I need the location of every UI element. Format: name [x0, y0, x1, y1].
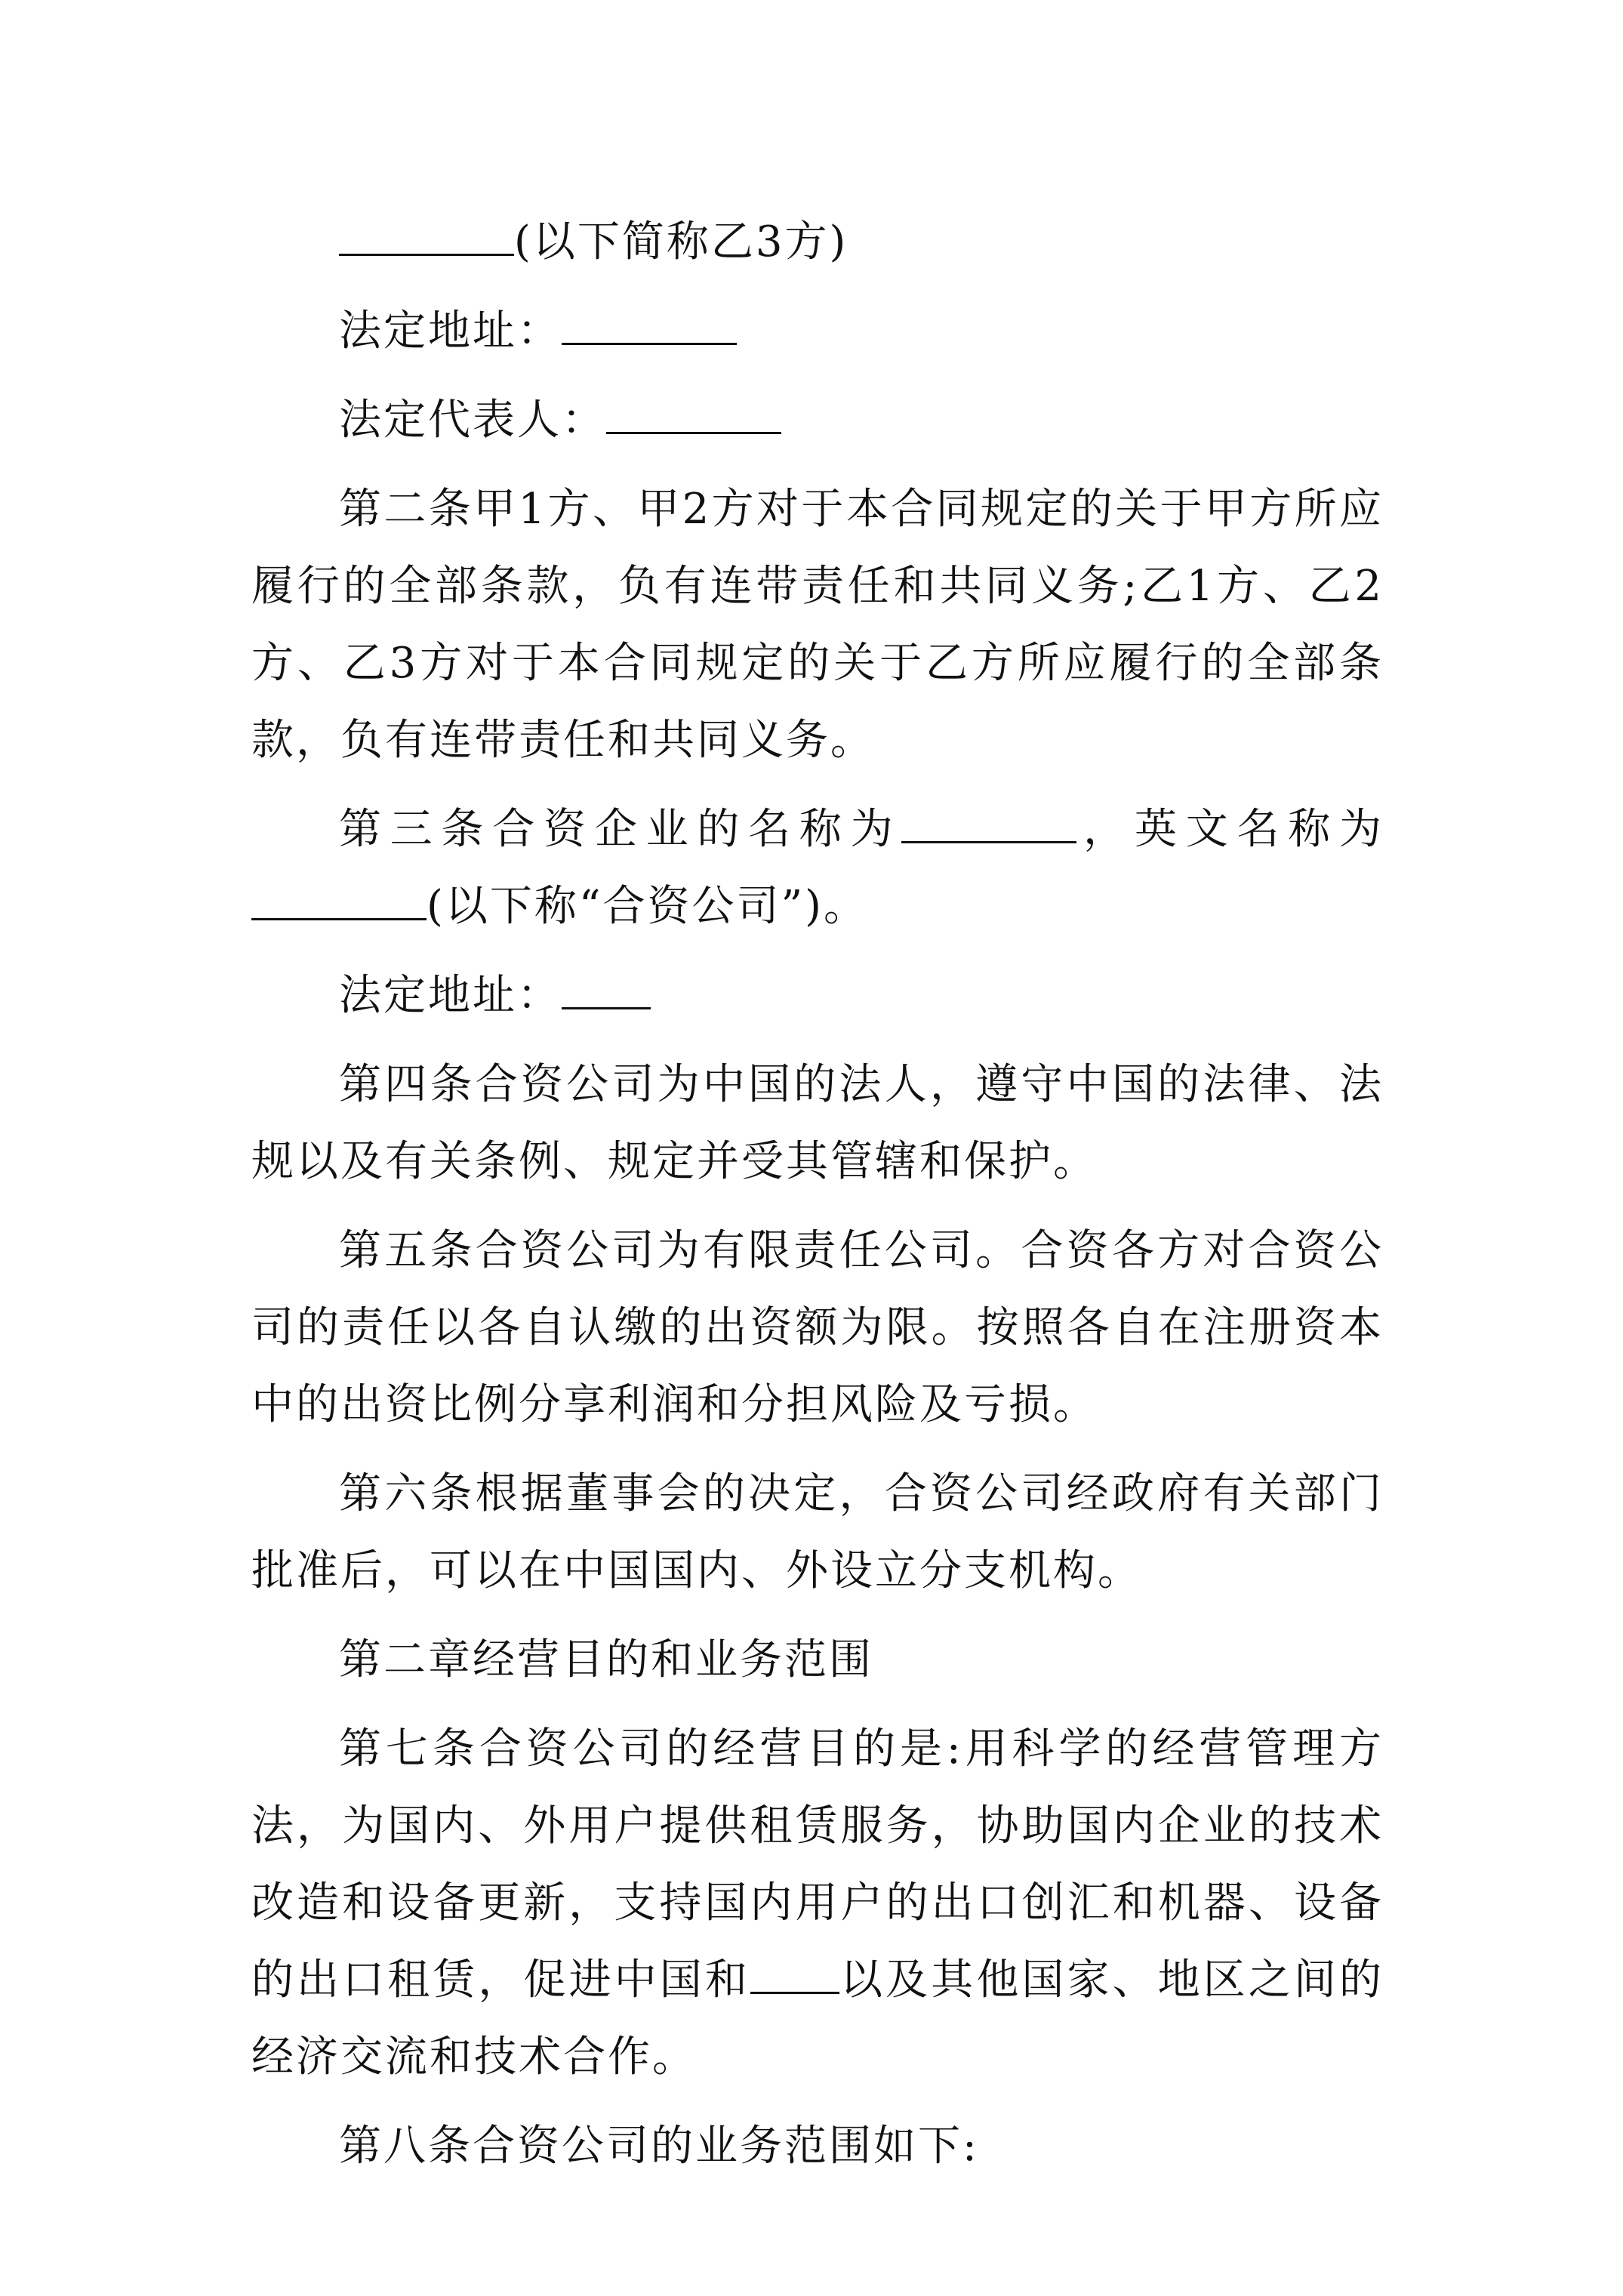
paragraph-article-8: 第八条合资公司的业务范围如下:	[339, 2122, 979, 2171]
chapter-heading: 第二章经营目的和业务范围	[339, 1635, 873, 1684]
article-3-text-before: 第三条合资企业的名称为	[339, 805, 902, 854]
legal-address-label: 法定地址：	[339, 307, 562, 356]
blank-line[interactable]	[562, 304, 737, 345]
blank-line[interactable]	[562, 968, 651, 1009]
paragraph-party-b3-name	[251, 204, 1384, 281]
paragraph-article-4: 第四条合资公司为中国的法人，遵守中国的法律、法规以及有关条例、规定并受其管辖和保护。	[251, 1060, 1384, 1186]
blank-line[interactable]	[251, 879, 427, 920]
blank-line[interactable]	[606, 393, 781, 434]
legal-representative-label: 法定代表人：	[339, 396, 606, 445]
party-b3-abbrev: (以下简称乙3方)	[514, 217, 848, 267]
article-3-text-after: (以下称“合资公司”)。	[427, 882, 868, 931]
paragraph-article-2: 第二条甲1方、甲2方对于本合同规定的关于甲方所应履行的全部条款，负有连带责任和共同义务;乙1方、乙2方、乙3方对于本合同规定的关于乙方所应履行的全部条款，负有连带责任和共同义务。	[251, 485, 1384, 765]
blank-line[interactable]	[339, 214, 514, 256]
blank-line[interactable]	[750, 1952, 839, 1994]
paragraph-article-5: 第五条合资公司为有限责任公司。合资各方对合资公司的责任以各自认缴的出资额为限。按照各自在注册资本中的出资比例分享利润和分担风险及亏损。	[251, 1226, 1384, 1429]
paragraph-article-7	[251, 1711, 1384, 2096]
legal-address-label: 法定地址：	[339, 971, 562, 1020]
document-body	[251, 204, 1384, 2197]
paragraph-article-6: 第六条根据董事会的决定，合资公司经政府有关部门批准后，可以在中国国内、外设立分支机构。	[251, 1469, 1384, 1595]
blank-line[interactable]	[901, 802, 1076, 843]
paragraph-b3-legal-representative	[251, 382, 1384, 459]
article-7-text-after: 以及其他国家、地区之间的经济交流和技术合作。	[251, 1955, 1384, 2082]
article-7-text-before: 第七条合资公司的经营目的是:用科学的经营管理方法，为国内、外用户提供租赁服务，协助国内企业的技术改造和设备更新，支持国内用户的出口创汇和机器、设备的出口租赁，促进中国和	[251, 1724, 1384, 2005]
article-3-text-middle: ，英文名称为	[1076, 805, 1384, 854]
paragraph-article-3	[251, 791, 1384, 945]
paragraph-b3-legal-address	[251, 293, 1384, 370]
paragraph-jv-legal-address	[251, 957, 1384, 1034]
